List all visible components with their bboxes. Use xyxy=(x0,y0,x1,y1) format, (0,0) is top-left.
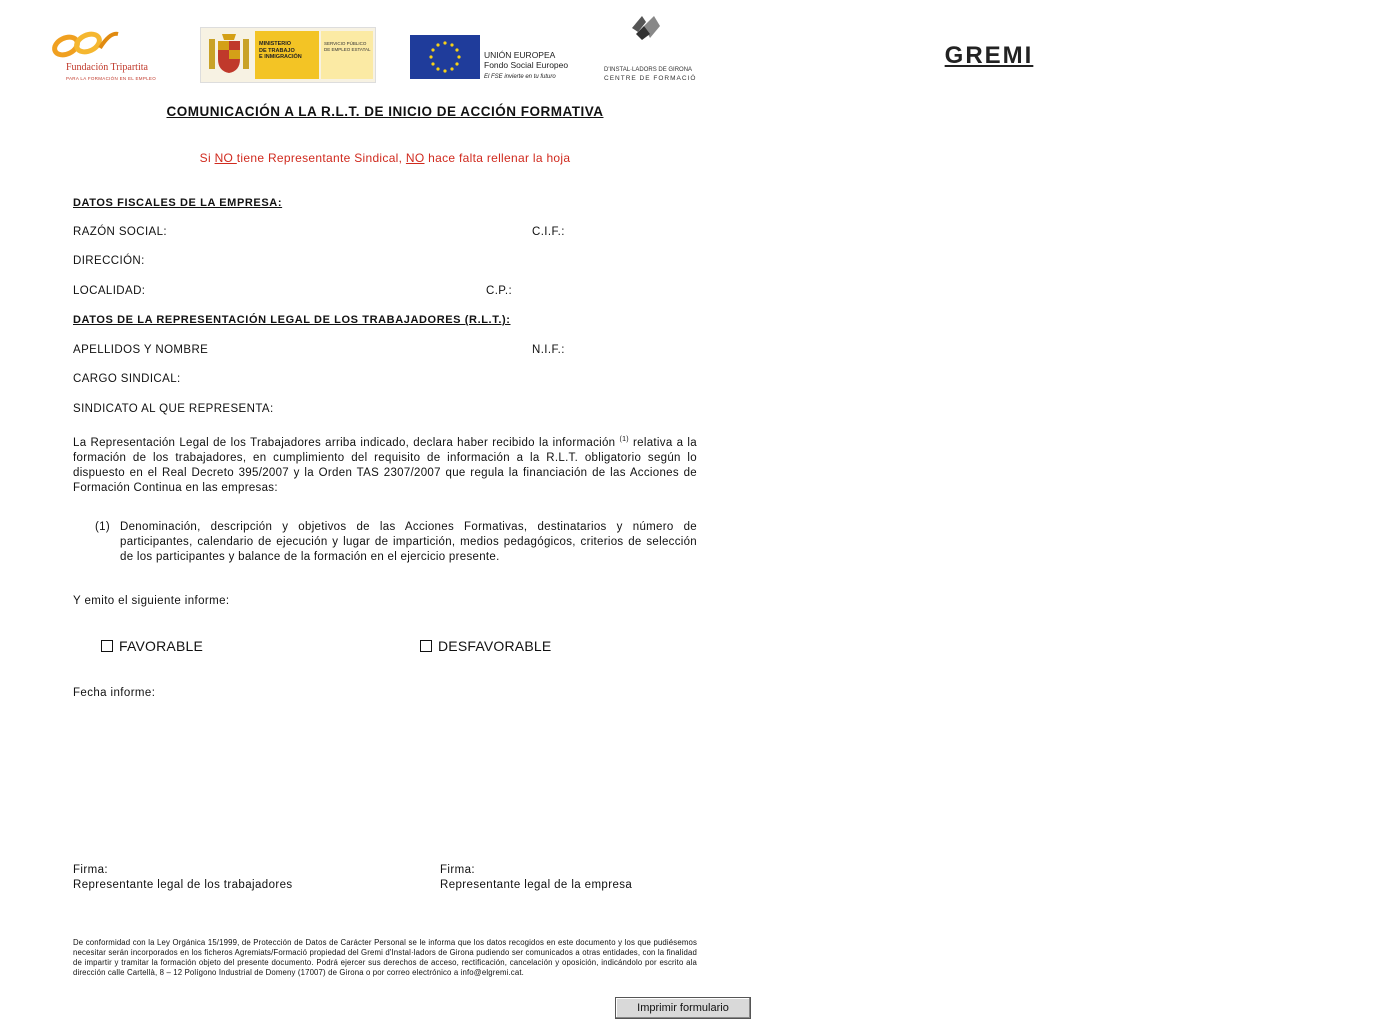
gremi-line1: D'INSTAL·LADORS DE GIRONA xyxy=(604,67,693,73)
apellidos-label[interactable]: APELLIDOS Y NOMBRE xyxy=(73,344,209,356)
representante-trabajadores-label: Representante legal de los trabajadores xyxy=(73,879,293,891)
fundacion-tagline: PARA LA FORMACIÓN EN EL EMPLEO xyxy=(66,76,157,81)
cargo-sindical-label[interactable]: CARGO SINDICAL: xyxy=(73,373,181,385)
notice-part3: hace falta rellenar la hoja xyxy=(424,151,571,165)
gremi-line2: CENTRE DE FORMACIÓ xyxy=(604,75,697,82)
favorable-option[interactable] xyxy=(101,638,203,654)
rlt-heading: DATOS DE LA REPRESENTACIÓN LEGAL DE LOS TRABAJADORES (R.L.T.): xyxy=(73,314,511,326)
informe-text: Y emito el siguiente informe: xyxy=(73,595,230,607)
declaration-paragraph xyxy=(73,432,697,496)
representante-empresa-label: Representante legal de la empresa xyxy=(440,879,633,891)
notice-part2: tiene Representante Sindical, xyxy=(236,151,406,165)
desfavorable-checkbox[interactable] xyxy=(420,640,432,652)
cif-label[interactable]: C.I.F.: xyxy=(532,226,565,238)
declaration-part1: La Representación Legal de los Trabajadores arriba indicado, declara haber recibido la información xyxy=(73,436,620,449)
firma-trabajadores-label: Firma: xyxy=(73,864,108,876)
document-title: COMUNICACIÓN A LA R.L.T. DE INICIO DE ACCIÓN FORMATIVA xyxy=(166,104,604,119)
eu-line2: Fondo Social Europeo xyxy=(484,60,569,70)
empresa-heading: DATOS FISCALES DE LA EMPRESA: xyxy=(73,197,283,209)
ministerio-logo xyxy=(200,27,376,83)
eu-flag-icon xyxy=(410,35,480,79)
gremi-title: GREMI xyxy=(944,42,1034,69)
declaration-part2: relativa a la formación de los trabajadores, en cumplimiento del requisito de información a la R.L.T. obligatorio según lo dispuesto en el Real Decreto 395/2007 y la Orden TAS 2307/2007 que regula la financiación de las Acciones de Formación Continua en las empresas: xyxy=(73,436,697,494)
servicio-empleo-text: SERVICIO PÚBLICO DE EMPLEO ESTATAL xyxy=(324,41,371,52)
privacy-notice: De conformidad con la Ley Orgánica 15/1999, de Protección de Datos de Carácter Personal se le informa que los datos recogidos en este documento y los que pudiésemos necesitar serán incorporados en los ficheros Agremiats/Formació propiedad del Gremi d'Instal·ladors de Girona pudiendo ser comunicados a otras entidades, con la finalidad de impartir y tramitar la formación objeto del presente documento. Podrá ejercer sus derechos de acceso, rectificación, cancelación y oposición, indicándolo por escrito ala dirección calle Cartellà, 8 – 12 Polígono Industrial de Domeny (17007) de Girona o por correo electrónico a info@elgremi.cat. xyxy=(73,938,697,977)
servicio-band xyxy=(321,31,373,79)
notice-part1: Si xyxy=(199,151,215,165)
fundacion-swoosh-icon xyxy=(50,28,120,60)
eu-text xyxy=(484,50,568,82)
declaration-footnote-ref: (1) xyxy=(619,436,629,443)
desfavorable-option[interactable] xyxy=(420,638,551,654)
print-form-button[interactable]: Imprimir formulario xyxy=(615,997,751,1019)
gremi-emblem-icon xyxy=(626,14,662,42)
direccion-label[interactable]: DIRECCIÓN: xyxy=(73,255,145,267)
desfavorable-label: DESFAVORABLE xyxy=(438,638,552,654)
spain-coat-of-arms-icon xyxy=(205,31,253,79)
ministerio-text: MINISTERIO DE TRABAJO E INMIGRACIÓN xyxy=(259,41,302,60)
gremi-logo xyxy=(600,16,1034,88)
notice-text xyxy=(0,151,770,165)
favorable-label: FAVORABLE xyxy=(119,638,204,654)
footnote-text: Denominación, descripción y objetivos de las Acciones Formativas, destinatarios y número de participantes, calendario de ejecución y lugar de impartición, medios pedagógicos, criterios de selección de los participantes y balance de la formación en el ejercicio presente. xyxy=(120,521,697,563)
favorable-checkbox[interactable] xyxy=(101,640,113,652)
footnote-number: (1) xyxy=(95,521,110,533)
footnote-paragraph xyxy=(96,520,697,565)
firma-empresa-label: Firma: xyxy=(440,864,475,876)
cp-label[interactable]: C.P.: xyxy=(486,285,513,297)
fecha-informe-label[interactable]: Fecha informe: xyxy=(73,687,156,699)
fundacion-name: Fundación Tripartita xyxy=(66,62,148,73)
notice-no2: NO xyxy=(405,151,425,165)
nif-label[interactable]: N.I.F.: xyxy=(532,344,565,356)
eu-line1: UNIÓN EUROPEA xyxy=(484,50,556,60)
notice-no1: NO xyxy=(214,151,237,165)
fundacion-tripartita-logo xyxy=(46,28,161,88)
razon-social-label[interactable]: RAZÓN SOCIAL: xyxy=(73,226,168,238)
eu-line3: El FSE invierte en tu futuro xyxy=(484,74,556,80)
localidad-label[interactable]: LOCALIDAD: xyxy=(73,285,146,297)
header-logos xyxy=(0,16,1034,86)
sindicato-label[interactable]: SINDICATO AL QUE REPRESENTA: xyxy=(73,403,274,415)
